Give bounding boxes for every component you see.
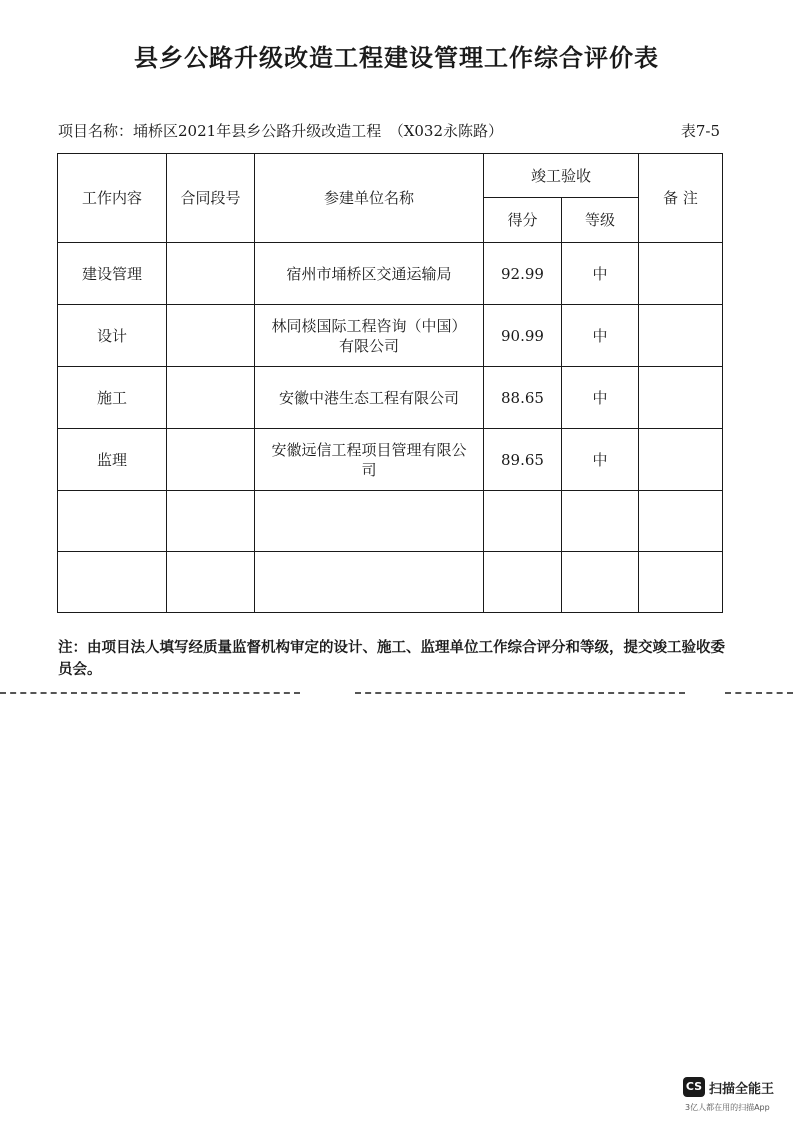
cell-grade: 中 [562, 429, 639, 491]
cell-content: 监理 [58, 429, 167, 491]
cell-score [484, 552, 562, 613]
cell-section [167, 367, 255, 429]
cell-score: 88.65 [484, 367, 562, 429]
cell-remarks [639, 491, 723, 552]
header-section: 合同段号 [167, 154, 255, 243]
unit-line: 司 [361, 460, 377, 479]
header-grade: 等级 [562, 198, 639, 243]
form-number: 表7-5 [680, 122, 720, 140]
project-line [58, 120, 720, 141]
cell-grade: 中 [562, 367, 639, 429]
cell-unit [255, 552, 484, 613]
header-content: 工作内容 [58, 154, 167, 243]
unit-line: 宿州市埇桥区交通运输局 [286, 264, 452, 283]
cell-section [167, 491, 255, 552]
cell-unit [255, 305, 484, 367]
cell-content [58, 552, 167, 613]
unit-line: 有限公司 [338, 336, 399, 355]
unit-line: 安徽中港生态工程有限公司 [278, 388, 459, 407]
header-score: 得分 [484, 198, 562, 243]
cell-section [167, 429, 255, 491]
table-row [58, 367, 723, 429]
cell-score [484, 491, 562, 552]
unit-line: 安徽远信工程项目管理有限公 [271, 440, 467, 459]
cell-remarks [639, 552, 723, 613]
cell-section [167, 243, 255, 305]
cell-content: 设计 [58, 305, 167, 367]
cell-remarks [639, 429, 723, 491]
table-row [58, 305, 723, 367]
cell-score: 90.99 [484, 305, 562, 367]
cell-unit [255, 367, 484, 429]
header-acceptance: 竣工验收 [484, 154, 639, 198]
cell-score: 92.99 [484, 243, 562, 305]
evaluation-table [57, 153, 723, 613]
page-title: 县乡公路升级改造工程建设管理工作综合评价表 [134, 44, 659, 72]
table-row [58, 243, 723, 305]
unit-line: 林同棪国际工程咨询（中国） [271, 316, 467, 335]
footnote: 注：由项目法人填写经质量监督机构审定的设计、施工、监理单位工作综合评分和等级，提交竣工验收委员会。 [58, 640, 725, 678]
cell-content [58, 491, 167, 552]
cell-unit [255, 429, 484, 491]
camscanner-logo-icon: CS [683, 1077, 705, 1097]
cell-section [167, 305, 255, 367]
project-label: 项目名称： [58, 122, 134, 140]
header-remarks: 备 注 [639, 154, 723, 243]
table-row [58, 491, 723, 552]
cell-content: 施工 [58, 367, 167, 429]
scan-divider [355, 692, 685, 694]
cell-section [167, 552, 255, 613]
cell-unit [255, 491, 484, 552]
scan-divider [725, 692, 793, 694]
cell-grade: 中 [562, 243, 639, 305]
watermark-name: 扫描全能王 [709, 1082, 775, 1097]
cell-remarks [639, 305, 723, 367]
cell-content: 建设管理 [58, 243, 167, 305]
project-name: 埇桥区2021年县乡公路升级改造工程 （X032永陈路） [133, 122, 504, 140]
cell-remarks [639, 367, 723, 429]
scan-divider [0, 692, 300, 694]
cell-grade [562, 491, 639, 552]
cell-grade: 中 [562, 305, 639, 367]
header-row [58, 154, 723, 198]
watermark-slogan: 3亿人都在用的扫描App [685, 1103, 770, 1112]
table-row [58, 429, 723, 491]
header-unit: 参建单位名称 [255, 154, 484, 243]
cell-remarks [639, 243, 723, 305]
cell-grade [562, 552, 639, 613]
cell-unit [255, 243, 484, 305]
table-row [58, 552, 723, 613]
cell-score: 89.65 [484, 429, 562, 491]
scanner-watermark [683, 1077, 783, 1117]
